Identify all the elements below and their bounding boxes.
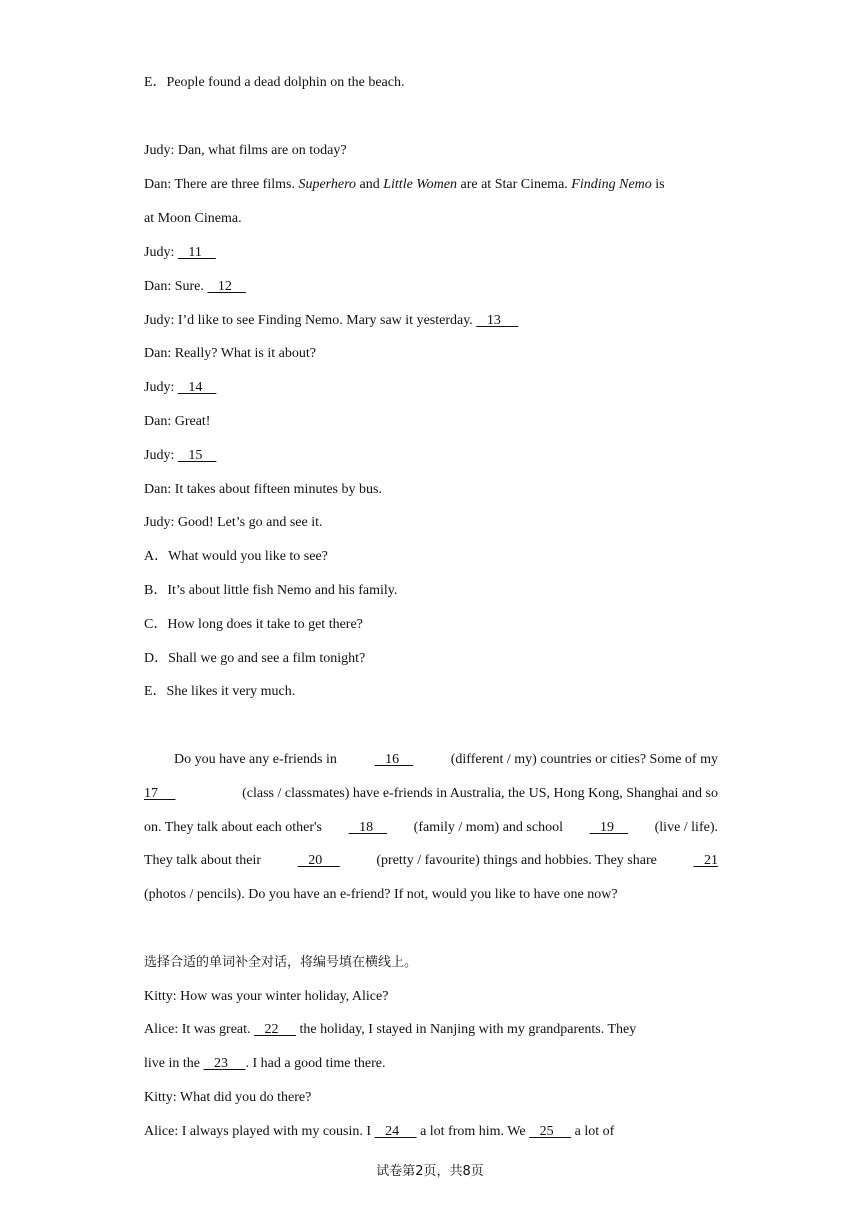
dialogue-line: Dan: Really? What is it about? bbox=[144, 346, 316, 361]
dialogue-line: Dan: There are three films. Superhero and Little Women are at Star Cinema. Finding Nemo is bbox=[144, 177, 665, 192]
dialogue-line: Dan: Sure. 12 bbox=[144, 279, 246, 294]
passage-line: on. They talk about each other's 18 (family / mom) and school 19 (live / life). bbox=[144, 820, 718, 835]
blank-14: 14 bbox=[177, 380, 217, 395]
dialogue-line: Judy: I’d like to see Finding Nemo. Mary saw it yesterday. 13 bbox=[144, 313, 519, 328]
dialogue-line: Kitty: How was your winter holiday, Alice? bbox=[144, 989, 389, 1004]
passage-line: Do you have any e-friends in 16 (different / my) countries or cities? Some of my bbox=[174, 752, 718, 767]
dialogue-line: Alice: I always played with my cousin. I 24 a lot from him. We 25 a lot of bbox=[144, 1124, 615, 1139]
dialogue-line: Dan: Great! bbox=[144, 414, 211, 429]
blank-11: 11 bbox=[177, 245, 216, 260]
blank-17: 17 bbox=[144, 786, 176, 801]
option-e-line: E．People found a dead dolphin on the beach. bbox=[144, 75, 405, 90]
dialogue-line: Judy: 14 bbox=[144, 380, 217, 395]
film-title: Superhero bbox=[298, 177, 357, 192]
blank-22: 22 bbox=[254, 1022, 297, 1037]
option-a: A．What would you like to see? bbox=[144, 549, 328, 564]
film-title: Little Women bbox=[383, 177, 457, 192]
dialogue-line: Dan: It takes about fifteen minutes by bus. bbox=[144, 482, 382, 497]
option-c: C．How long does it take to get there? bbox=[144, 617, 363, 632]
dialogue-line: at Moon Cinema. bbox=[144, 211, 242, 226]
passage-line: They talk about their 20 (pretty / favourite) things and hobbies. They share 21 bbox=[144, 853, 718, 868]
blank-16: 16 bbox=[374, 752, 414, 767]
dialogue-line: Judy: 11 bbox=[144, 245, 216, 260]
passage-line: 17 (class / classmates) have e-friends in Australia, the US, Hong Kong, Shanghai and so bbox=[144, 786, 718, 801]
blank-18: 18 bbox=[348, 820, 388, 835]
dialogue-line: Alice: It was great. 22 the holiday, I stayed in Nanjing with my grandparents. They bbox=[144, 1022, 637, 1037]
dialogue-line: live in the 23 . I had a good time there. bbox=[144, 1056, 386, 1071]
blank-24: 24 bbox=[374, 1124, 417, 1139]
passage-line: (photos / pencils). Do you have an e-friend? If not, would you like to have one now? bbox=[144, 887, 618, 902]
page-footer: 试卷第2页，共8页 bbox=[376, 1164, 484, 1179]
blank-21: 21 bbox=[693, 853, 718, 868]
option-b: B．It’s about little fish Nemo and his family. bbox=[144, 583, 398, 598]
instruction: 选择合适的单词补全对话，将编号填在横线上。 bbox=[144, 955, 418, 970]
option-d: D．Shall we go and see a film tonight? bbox=[144, 651, 366, 666]
blank-23: 23 bbox=[203, 1056, 246, 1071]
blank-13: 13 bbox=[476, 313, 519, 328]
blank-19: 19 bbox=[589, 820, 629, 835]
blank-15: 15 bbox=[177, 448, 217, 463]
blank-20: 20 bbox=[297, 853, 340, 868]
blank-25: 25 bbox=[529, 1124, 572, 1139]
dialogue-line: Judy: Good! Let’s go and see it. bbox=[144, 515, 323, 530]
dialogue-line: Kitty: What did you do there? bbox=[144, 1090, 312, 1105]
dialogue-line: Judy: 15 bbox=[144, 448, 217, 463]
film-title: Finding Nemo bbox=[571, 177, 652, 192]
blank-12: 12 bbox=[207, 279, 246, 294]
dialogue-line: Judy: Dan, what films are on today? bbox=[144, 143, 347, 158]
option-e: E．She likes it very much. bbox=[144, 684, 296, 699]
